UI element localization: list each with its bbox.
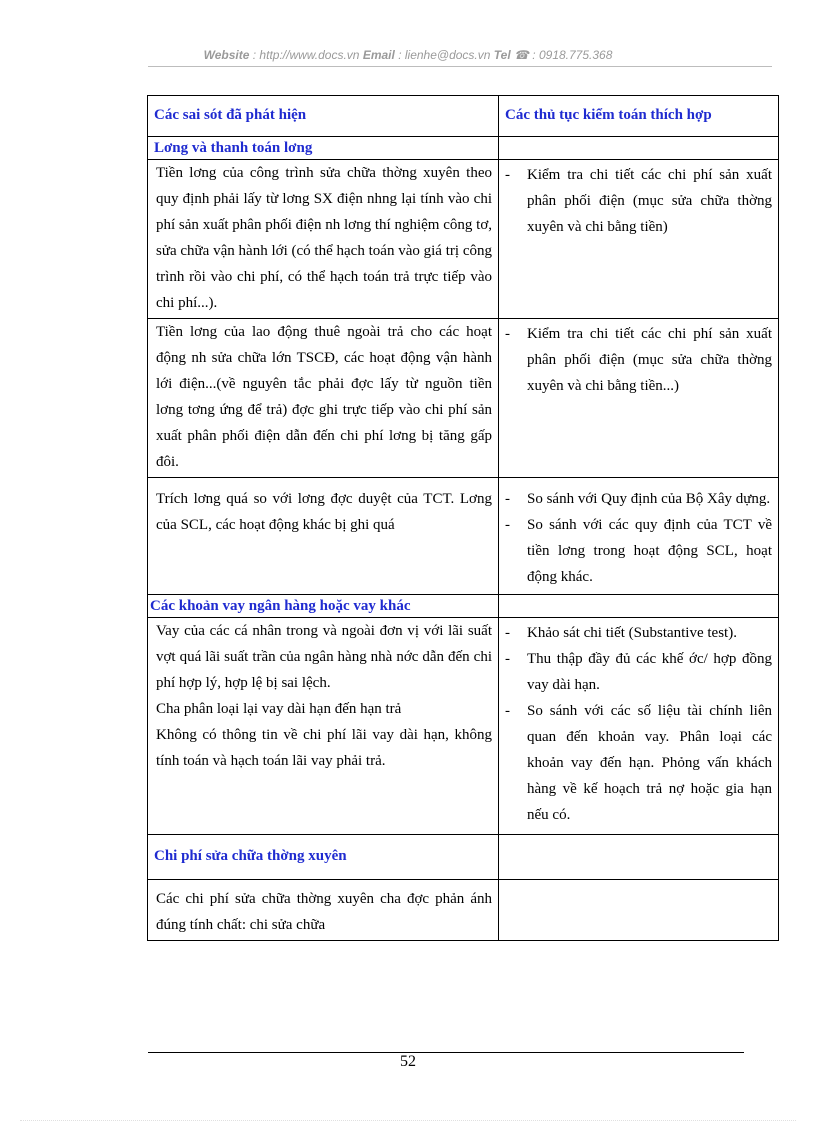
- error-cell: [148, 319, 499, 478]
- procedure-item: - Kiểm tra chi tiết các chi phí sản xuất phân phối điện (mục sửa chữa thờng xuyên và chi bằng tiền): [505, 167, 772, 235]
- procedure-item: - Thu thập đầy đủ các khế ớc/ hợp đồng vay dài hạn.: [505, 651, 772, 693]
- header-rule: [148, 66, 772, 67]
- footer-dotted-line: [20, 1120, 796, 1121]
- procedure-cell: [499, 618, 779, 835]
- section-row-repairs: [148, 835, 779, 880]
- error-cell: [148, 880, 499, 941]
- procedure-item: - So sánh với các quy định của TCT về tiền lơng trong hoạt động SCL, hoạt động khác.: [505, 517, 772, 585]
- table-row: [148, 618, 779, 835]
- website-label: Website: [203, 48, 250, 62]
- audit-table: [147, 95, 779, 941]
- table-row: [148, 880, 779, 941]
- procedure-item: - So sánh với Quy định của Bộ Xây dựng.: [505, 491, 771, 507]
- page-number: 52: [400, 1053, 416, 1070]
- section-title: Các khoản vay ngân hàng hoặc vay khác: [148, 595, 499, 618]
- error-text: Tiền lơng của công trình sửa chữa thờng xuyên theo quy định phải lấy từ lơng SX điện nhng lại tính vào chi phí sản xuất phân phối điện nh lơng thí nghiệm công tơ, sửa chữa vận hành lới (có thể hạch toán vào giá trị công trình rồi vào chi phí, có thể hạch toán trả trực tiếp vào chi phí...).: [156, 165, 492, 311]
- col1-header: Các sai sót đã phát hiện: [148, 96, 499, 137]
- error-text: Cha phân loại lại vay dài hạn đến hạn trả: [156, 701, 402, 717]
- page-header: [0, 48, 816, 62]
- procedure-cell: [499, 478, 779, 595]
- error-cell: [148, 618, 499, 835]
- procedure-cell: [499, 880, 779, 941]
- table-row: [148, 319, 779, 478]
- section-empty-cell: [499, 137, 779, 160]
- col2-header: Các thủ tục kiểm toán thích hợp: [499, 96, 779, 137]
- procedure-cell: [499, 160, 779, 319]
- table-row: [148, 160, 779, 319]
- procedure-item: - So sánh với các số liệu tài chính liên quan đến khoản vay. Phân loại các khoản vay đến hạn. Phỏng vấn khách hàng về kế hoạch trả nợ hoặc gia hạn nếu có.: [505, 703, 772, 823]
- tel-label: Tel: [493, 48, 511, 62]
- error-text: Không có thông tin về chi phí lãi vay dài hạn, không tính toán và hạch toán lãi vay phải trả.: [156, 727, 492, 769]
- procedure-cell: [499, 319, 779, 478]
- tel-value: ☎ : 0918.775.368: [514, 48, 613, 62]
- section-title: Lơng và thanh toán lơng: [148, 137, 499, 160]
- email-label: Email: [362, 48, 395, 62]
- section-row-loans: [148, 595, 779, 618]
- procedure-item: - Khảo sát chi tiết (Substantive test).: [505, 625, 737, 641]
- website-value: : http://www.docs.vn: [252, 48, 360, 62]
- error-text: Các chi phí sửa chữa thờng xuyên cha đợc phản ánh đúng tính chất: chi sửa chữa: [156, 891, 492, 933]
- section-empty-cell: [499, 595, 779, 618]
- table-header-row: [148, 96, 779, 137]
- email-value: : lienhe@docs.vn: [398, 48, 491, 62]
- section-row-salary: [148, 137, 779, 160]
- error-text: Vay của các cá nhân trong và ngoài đơn vị với lãi suất vợt quá lãi suất trần của ngân hàng nhà nớc dẫn đến chi phí hợp lý, hợp lệ bị sai lệch.: [156, 623, 492, 691]
- error-text: Trích lơng quá so với lơng đợc duyệt của TCT. Lơng của SCL, các hoạt động khác bị ghi quá: [156, 491, 492, 533]
- table-row: [148, 478, 779, 595]
- error-cell: [148, 160, 499, 319]
- procedure-item: - Kiểm tra chi tiết các chi phí sản xuất phân phối điện (mục sửa chữa thờng xuyên và chi bằng tiền...): [505, 326, 772, 394]
- error-cell: [148, 478, 499, 595]
- error-text: Tiền lơng của lao động thuê ngoài trả cho các hoạt động nh sửa chữa lớn TSCĐ, các hoạt động vận hành lới điện...(về nguyên tắc phải đợc lấy từ nguồn tiền lơng tơng ứng để trả) đợc ghi trực tiếp vào chi phí sản xuất phân phối điện dẫn đến chi phí lơng bị tăng gấp đôi.: [156, 324, 492, 470]
- section-title: Chi phí sửa chữa thờng xuyên: [148, 835, 499, 880]
- section-empty-cell: [499, 835, 779, 880]
